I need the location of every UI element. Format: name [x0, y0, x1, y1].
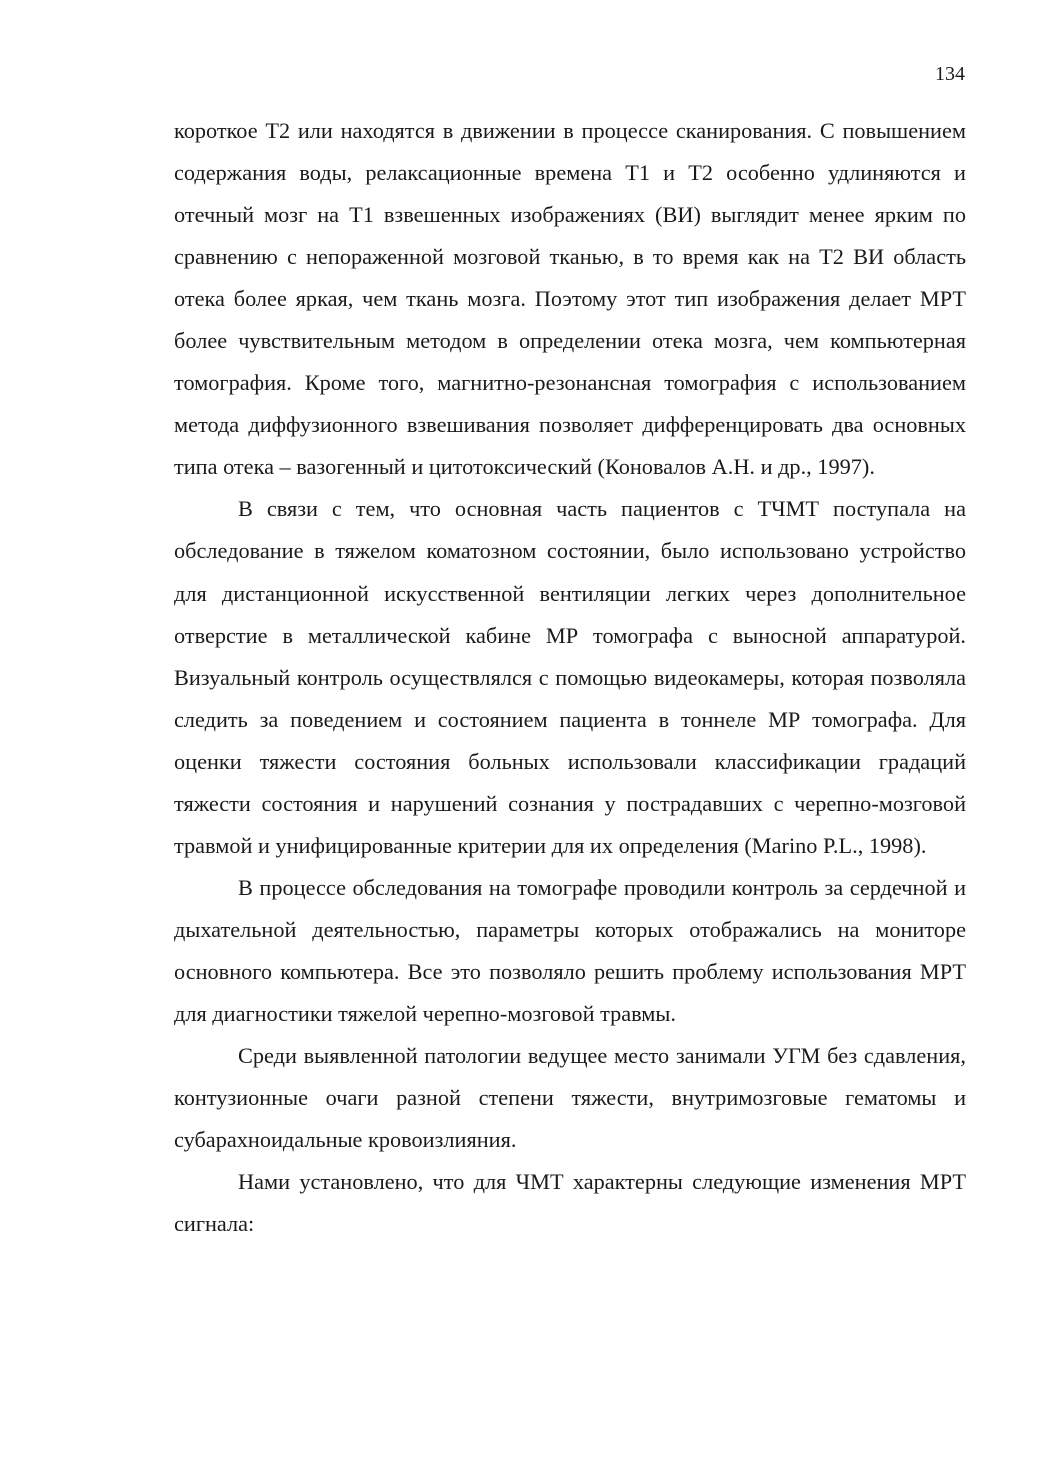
paragraph-continuation: короткое Т2 или находятся в движении в процессе сканирования. С повышением содержания воды, релаксационные времена Т1 и Т2 особенно удлиняются и отечный мозг на Т1 взвешенных изображениях (ВИ) выглядит менее ярким по сравнению с непораженной мозговой тканью, в то время как на Т2 ВИ область отека более яркая, чем ткань мозга. Поэтому этот тип изображения делает МРТ более чувствительным методом в определении отека мозга, чем компьютерная томография. Кроме того, магнитно-резонансная томография с использованием метода диффузионного взвешивания позволяет дифференцировать два основных типа отека – вазогенный и цитотоксический (Коновалов А.Н. и др., 1997). [174, 118, 966, 480]
paragraph-pathology: Среди выявленной патологии ведущее место занимали УГМ без сдавления, контузионные очаги разной степени тяжести, внутримозговые гематомы и субарахноидальные кровоизлияния. [174, 1043, 966, 1153]
body-text [174, 110, 966, 1245]
paragraph-mrt-signal: Нами установлено, что для ЧМТ характерны следующие изменения МРТ сигнала: [174, 1169, 966, 1237]
paragraph-patient-monitoring: В связи с тем, что основная часть пациентов с ТЧМТ поступала на обследование в тяжелом коматозном состоянии, было использовано устройство для дистанционной искусственной вентиляции легких через дополнительное отверстие в металлической кабине МР томографа с выносной аппаратурой. Визуальный контроль осуществлялся с помощью видеокамеры, которая позволяла следить за поведением и состоянием пациента в тоннеле МР томографа. Для оценки тяжести состояния больных использовали классификации градаций тяжести состояния и нарушений сознания у пострадавших с черепно-мозговой травмой и унифицированные критерии для их определения (Marino P.L., 1998). [174, 496, 966, 858]
paragraph-cardiac-control: В процессе обследования на томографе проводили контроль за сердечной и дыхательной деятельностью, параметры которых отображались на мониторе основного компьютера. Все это позволяло решить проблему использования МРТ для диагностики тяжелой черепно-мозговой травмы. [174, 874, 966, 1026]
page-number: 134 [935, 63, 965, 85]
